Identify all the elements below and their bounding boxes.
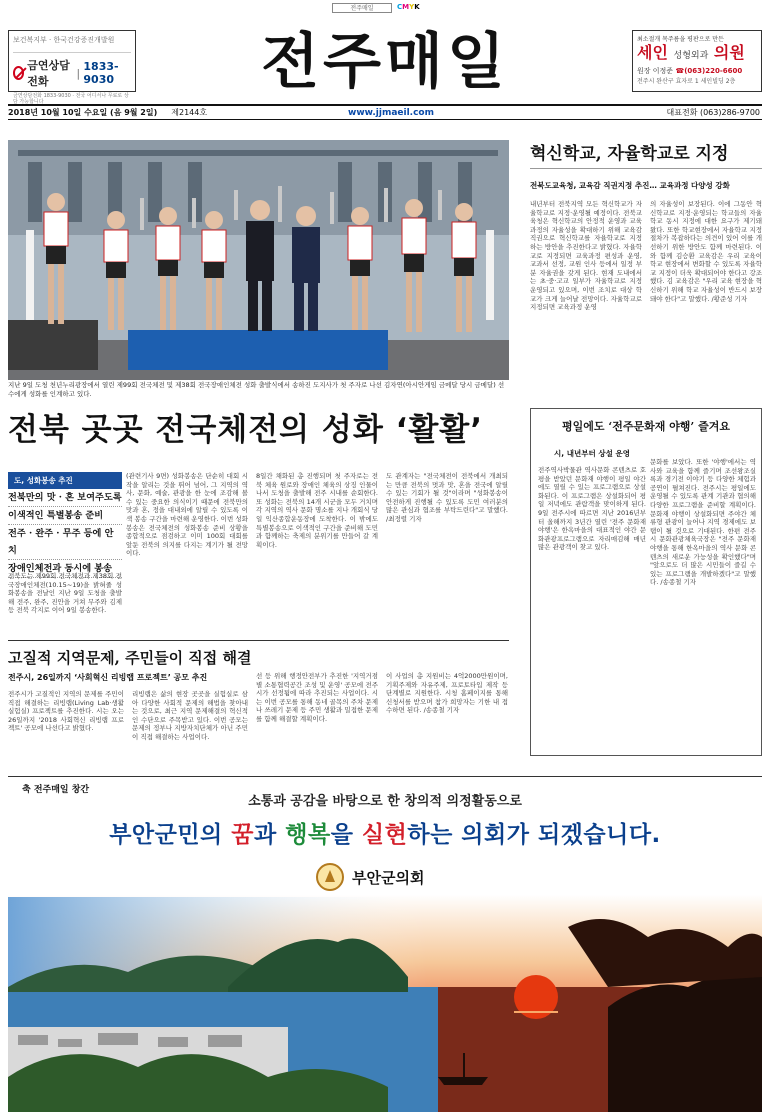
article-night-tour-subtitle: 시, 내년부터 상설 운영 xyxy=(554,449,630,458)
summary-line: 장애인체전과 동시에 봉송 xyxy=(8,560,122,578)
registration-mark: 전주매일 xyxy=(332,3,392,13)
article-living-lab-body-3: 선 등 위해 행정안전부가 추진한 '지역거점별 소통협력공간 조성 및 운영' 공모에 전주시가 선정됨에 따라 추진되는 사업이다. 시는 이번 공모를 통해 동네 골목의 주차 문제나 쓰레기 문제 등 주민 생활과 밀접한 문제를 함께 해결할 계획이다. xyxy=(256,672,378,723)
ad-council xyxy=(316,860,476,894)
ad-no-smoking[interactable] xyxy=(8,30,136,105)
ad-left-label: 금연상담전화 xyxy=(27,59,70,88)
article-innovation-school-subtitle: 전북도교육청, 교육감 직권지정 추진… 교육과정 다양성 강화 xyxy=(530,181,730,190)
summary-line: 이색적인 특별봉송 준비 xyxy=(8,507,122,525)
photo-caption: 지난 9일 도청 천년누리광장에서 열린 제99회 전국체전 및 제38회 전국장애인체전 성화 출발식에서 송하진 도지사가 첫 주자로 나선 김자연(아시안게임 금메달 당시 금메달) 선수에게 성화를 인계하고 있다. xyxy=(8,381,505,398)
main-article-body-2: (관련기사 9면) 성화봉송은 단순히 대회 시작을 알리는 것을 뛰어 넘어, 그 지역의 역사, 문화, 예술, 관광을 한 눈에 조감해 볼 수 있는 중요한 의식이기 때문에 전북만의 맛과 혼, 정을 대내외에 알릴 수 있도록 이색 봉송 구간을 마련해 운영한다. 이번 성화봉송은 전국체전의 성화봉송 준비 상황을 종합적으로 점검하고 이미 100회 대회를 앞둔 전북의 의지를 다지는 계기가 될 전망이다. xyxy=(126,472,248,558)
ad-left-fine: 금연상담전화 1833-9030 · 전국 어디서나 무료로 상담 가능합니다 xyxy=(13,93,129,105)
photo-illustration xyxy=(8,140,509,380)
council-name: 부안군의회 xyxy=(352,868,425,887)
article-living-lab-body-2: 리빙랩은 삶의 현장 곳곳을 실험실로 삼아 다양한 사회적 문제의 해법을 찾아내는 것으로, 최근 지역 문제해결의 혁신적인 수단으로 주목받고 있다. 이번 공모는 문제의 정부나 지방자치단체가 아닌 주민이 직접 해결하는 사업이다. xyxy=(132,690,248,741)
website-link[interactable]: www.jjmaeil.com xyxy=(348,107,434,118)
cmyk-k: K xyxy=(414,3,420,11)
main-phone: 대표전화 (063)286-9700 xyxy=(666,108,760,117)
cmyk-c: C xyxy=(397,3,403,11)
article-innovation-school-body-2: 의 자율성이 보장된다. 이에 그동안 혁신학교로 지정·운영되는 학교들의 자율학교 동시 지정에 대한 요구가 제기돼 왔다. 또한 학교현장에서 자율학교 지정 절차가 복잡하다는 의견이 있어 이를 개선하기 위한 방안도 함께 마련된다. 이와 함께 김승환 교육감은 우리 교육이 학교 현장에서 변화할 수 있도록 자율학교 지정이 더욱 확대되어야 한다고 강조했다. 김 교육감은 "우리 교육 현장을 혁신하기 위해 학교 자율성이 반드시 보장돼야 한다"고 말했다. /황준성 기자 xyxy=(650,200,762,303)
article-innovation-school-body-1: 내년부터 전북지역 모든 혁신학교가 자율학교로 지정·운영될 예정이다. 전북교육청은 혁신학교의 안정적 운영과 교육과정의 자율성을 확대하기 위해 교육감 직권으로 혁신학교를 자율학교로 지정하는 방안을 추진한다고 밝혔다. 자율학교로 지정되면 교육과정 편성과 운영, 교과서 선정, 교원 인사 등에서 일정 부분 자율권을 갖게 된다. 현재 도내에서는 초·중·고교 일부가 자율학교로 지정 운영되고 있으며, 이번 조치로 대상 학교가 크게 늘어날 전망이다. 자율학교로 지정되면 교육과정 운영 xyxy=(530,200,642,312)
cmyk-mark xyxy=(397,3,420,11)
article-living-lab-subtitle: 전주시, 26일까지 ‘사회혁신 리빙랩 프로젝트’ 공모 추진 xyxy=(8,673,208,682)
torch-relay-photo xyxy=(8,140,509,380)
ad-slogan-1: 소통과 공감을 바탕으로 한 창의적 의정활동으로 xyxy=(248,794,522,809)
issue-number: 제2144호 xyxy=(171,108,208,117)
newspaper-title: 전주매일 xyxy=(261,27,509,97)
main-article-summary xyxy=(8,472,122,574)
ad-right-brand: 세인 성형외과 의원 xyxy=(637,43,745,62)
dateline xyxy=(8,104,762,120)
ad-slogan-2: 부안군민의 꿈과 행복을 실현하는 의회가 되겠습니다. xyxy=(109,822,661,848)
article-living-lab-title[interactable]: 고질적 지역문제, 주민들이 직접 해결 xyxy=(8,640,509,669)
summary-line: 전주 · 완주 · 무주 등에 안치 xyxy=(8,525,122,560)
main-article-body-3: 8일간 채화된 총 진행되며 첫 주자로는 전북 체육 원로와 장애인 체육의 상징 인물이 나서 도청을 출발해 전주 시내를 순회한다. 또 성화는 전북의 14개 시군을 모두 거치며 각 지역의 역사 문화 명소를 지나 개회식 당일 익산종합운동장에 도착한다. 이 밖에도 특별봉송으로 이색적인 구간을 준비해 도민과 함께하는 축제의 분위기를 만들어 갈 계획이다. xyxy=(256,472,378,549)
article-night-tour-body-2: 문화를 보았다. 또한 '야행'에서는 역사와 교육을 함께 즐기며 조선왕조실록과 경기전 이야기 등 다양한 체험과 공연이 펼쳐진다. 전주시는 평일에도 운영될 수 있도록 관계 기관과 협의해 다양한 프로그램을 준비할 계획이다. 문화재 야행이 상설화되면 주야간 체류형 관광이 늘어나 지역 경제에도 보탬이 될 것으로 기대된다. 한편 전주시 문화관광체육국장은 "전주 문화재 야행을 통해 한옥마을의 역사 문화 콘텐츠의 새로운 가능성을 확인했다"며 "앞으로도 더 많은 시민들이 즐길 수 있는 프로그램을 개발하겠다"고 말했다. /송종철 기자 xyxy=(650,458,756,587)
main-article-body-1: 전북도는 제99회 전국체전과 제38회 전국장애인체전(10.15~19)을 밝혀줄 성화봉송을 전날인 지난 9일 도청을 출발해 전주, 완주, 진안을 거쳐 무주와 김제 등 전북 각지로 이어 9일 봉송한다. xyxy=(8,572,122,615)
summary-line: 전북만의 맛 · 혼 보여주도록 xyxy=(8,489,122,507)
cmyk-m: M xyxy=(402,3,410,11)
main-article-tag: 도, 성화봉송 추진 xyxy=(8,472,122,489)
article-living-lab-body-4: 이 사업의 총 지원비는 4억2000만원이며, 기획주제와 자유주제, 프로토타입 제작 등 단계별로 지원한다. 시청 홈페이지를 통해 신청서를 받으며 참가 희망자는 기한 내 접수하면 된다. /송종철 기자 xyxy=(386,672,508,715)
ad-left-header: 보건복지부 · 한국건강증진개발원 xyxy=(13,35,131,53)
council-emblem-icon xyxy=(316,863,344,891)
cmyk-y: Y xyxy=(409,3,415,11)
ad-congrats: 축 전주매일 창간 xyxy=(22,785,90,795)
main-headline[interactable]: 전북 곳곳 전국체전의 성화 ‘활활’ xyxy=(8,412,484,448)
ad-left-number: 1833-9030 xyxy=(83,60,119,86)
article-night-tour-body-1: 전주역사박물관 역사문화 콘텐츠로 호평을 받았던 문화재 야행이 평일 야간에도 열릴 수 있는 프로그램으로 상설화된다. 이 프로그램은 상설화되어 평일 저녁에도 관람객을 맞이하게 된다. 9일 전주시에 따르면 지난 2016년부터 올해까지 3년간 열린 '전주 문화재 야행'은 한옥마을의 대표적인 야간 문화관광프로그램으로 자리매김해 매년 많은 관광객이 찾고 있다. xyxy=(538,466,646,552)
ad-right-address: 전주시 완산구 효자로 1 세인빌딩 2층 xyxy=(637,78,736,85)
article-night-tour-title[interactable]: 평일에도 ‘전주문화재 야행’ 즐겨요 xyxy=(562,420,730,433)
ad-right-tel: 원장 이정준 ☎(063)220-6600 xyxy=(637,67,743,75)
no-smoking-icon xyxy=(13,66,24,80)
ad-clinic[interactable] xyxy=(632,30,762,92)
ad-right-header: 최소절개 목주름을 평판으로 만든 xyxy=(637,36,724,43)
issue-date: 2018년 10월 10일 수요일 (음 9월 2일) xyxy=(8,108,158,117)
article-innovation-school-title[interactable]: 혁신학교, 자율학교로 지정 xyxy=(530,140,762,169)
main-article-body-4: 도 관계자는 "전국체전이 전북에서 개최되는 만큼 전북의 멋과 맛, 혼을 전국에 알릴 수 있는 기회가 될 것"이라며 "성화봉송이 안전하게 진행될 수 있도록 도민 여러분의 많은 관심과 협조를 부탁드린다"고 말했다. /최정렬 기자 xyxy=(386,472,508,523)
article-living-lab-body-1: 전주시가 고질적인 지역의 문제를 주민이 직접 해결하는 리빙랩(Living Lab·생활실험실) 프로젝트를 추진한다. 시는 오는 26일까지 '2018 사회혁신 리빙랩 프로젝트' 공모에 나선다고 밝혔다. xyxy=(8,690,124,733)
ad-left-line: 금연상담전화 | 1833-9030 xyxy=(13,57,131,89)
